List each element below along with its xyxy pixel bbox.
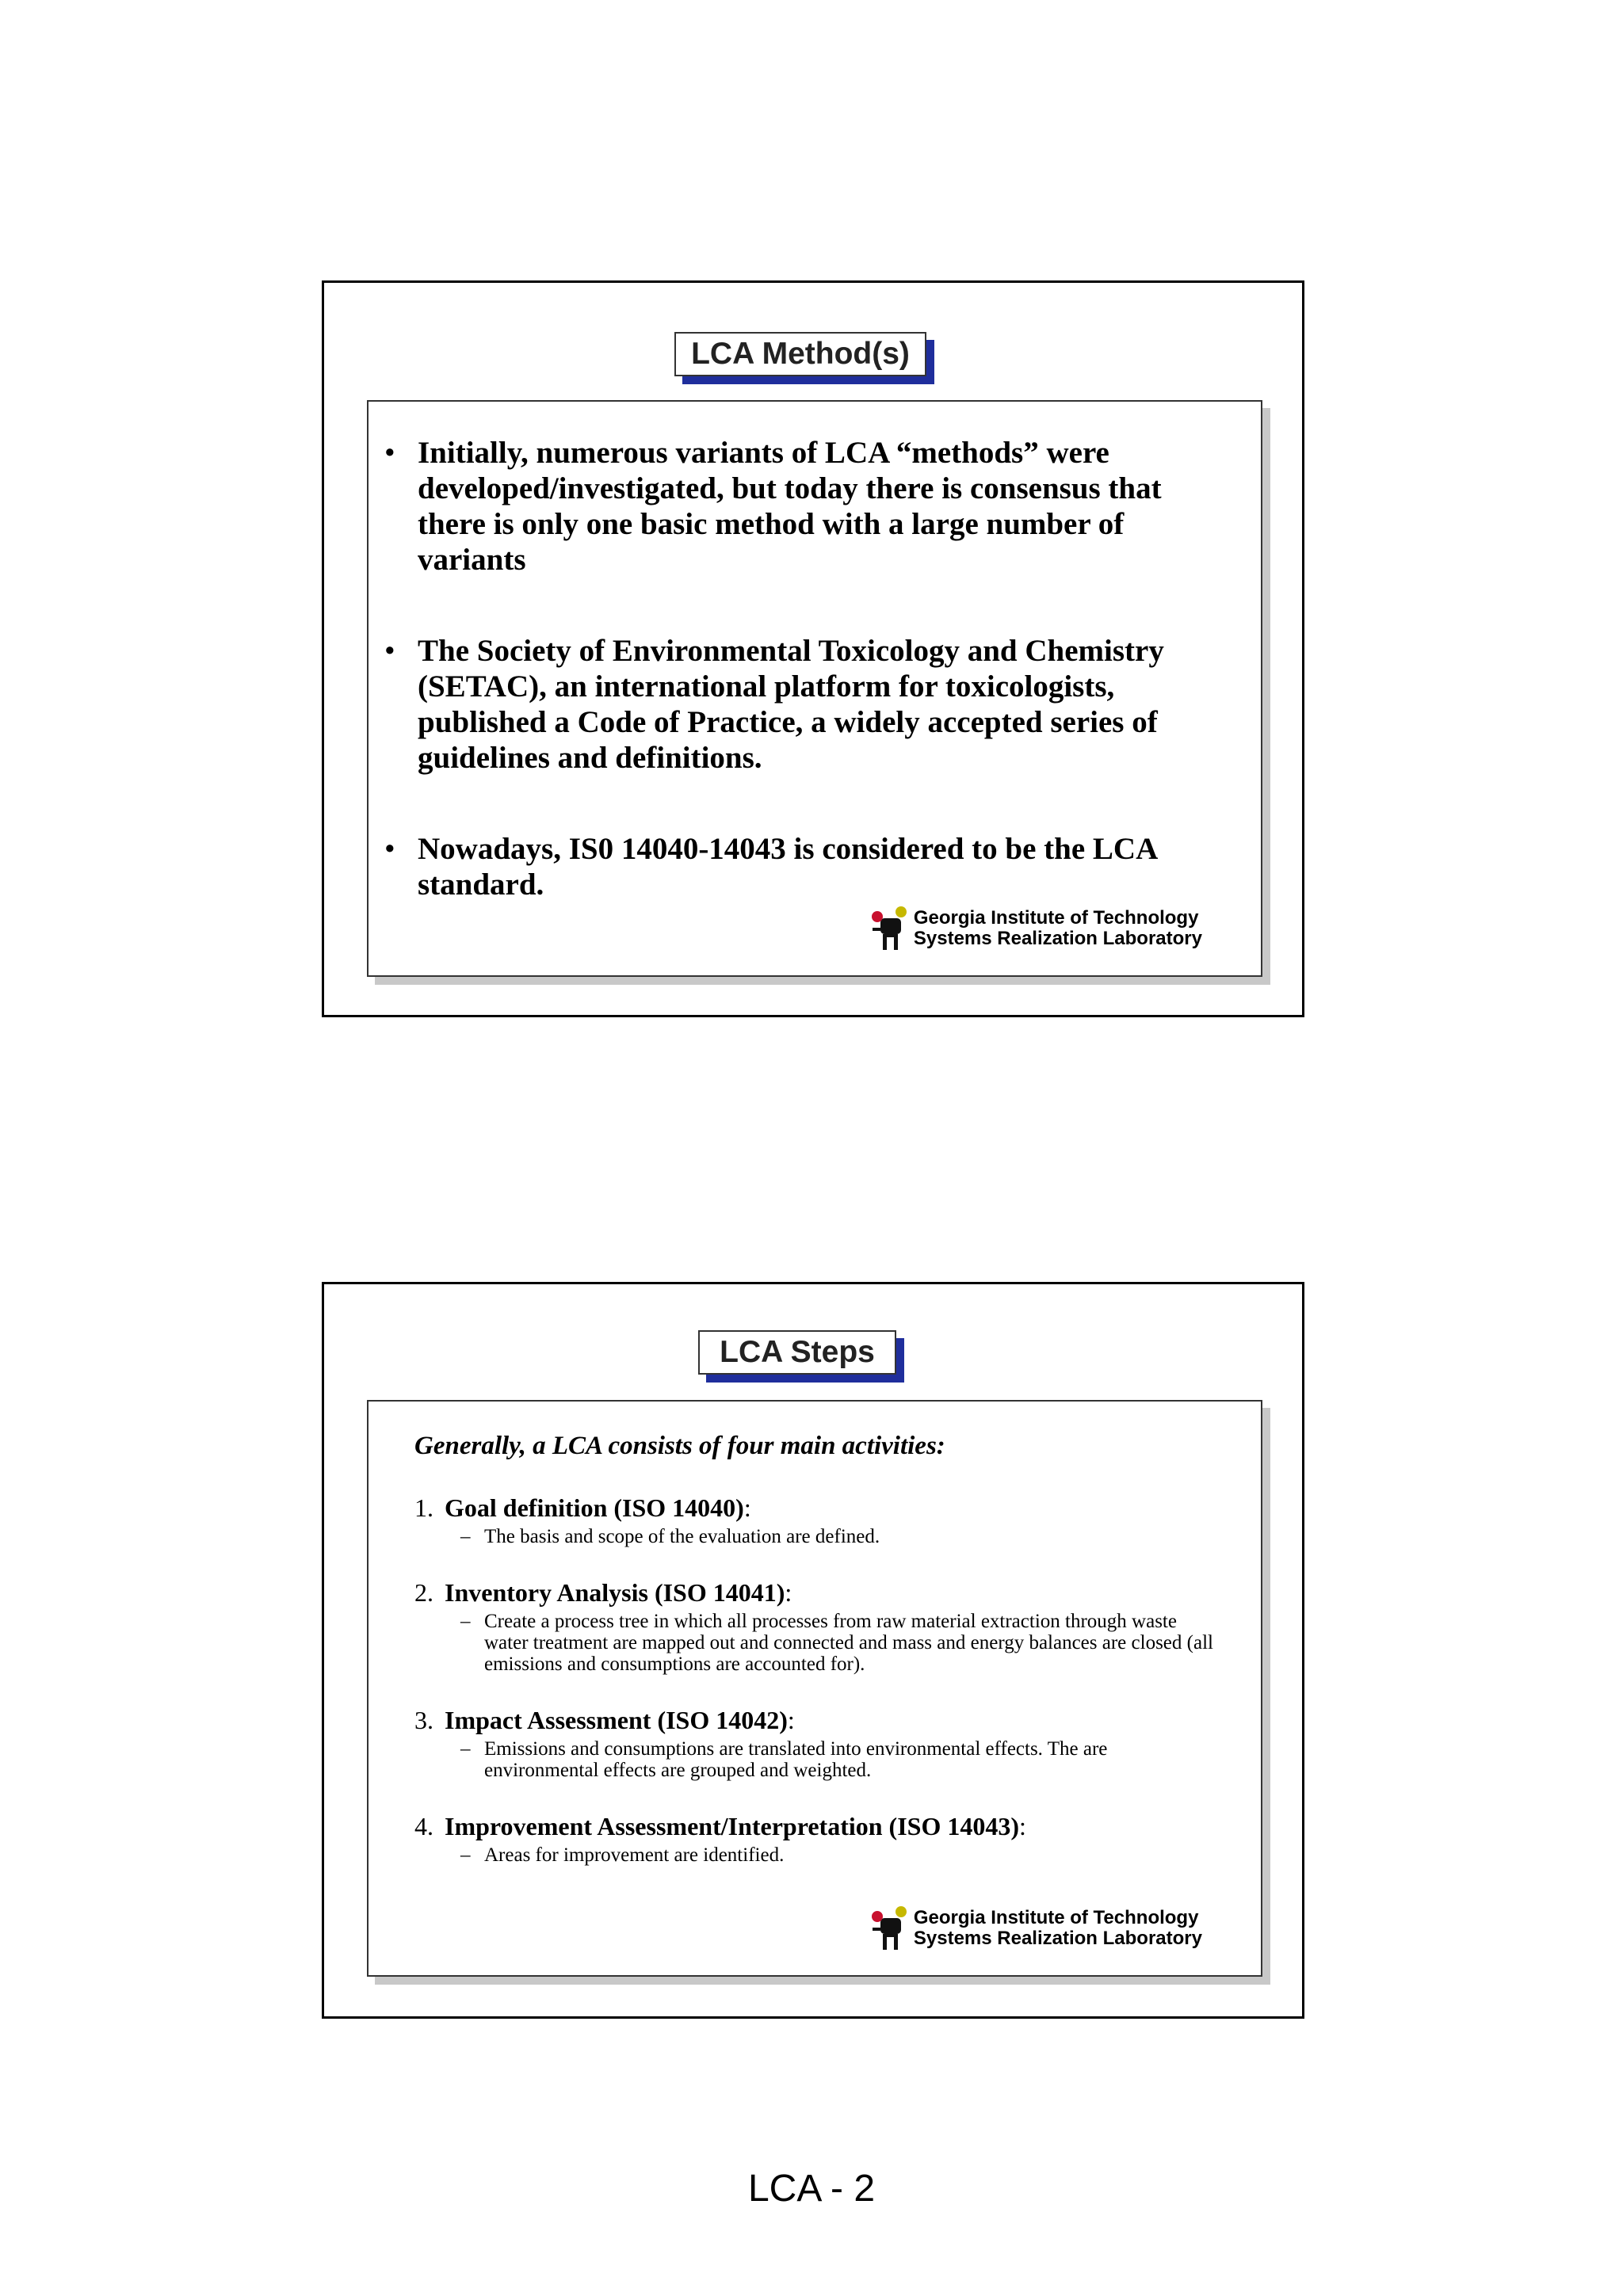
step-detail-text: Create a process tree in which all processes from raw material extraction through waste water treatment are mapped out and connected and mass and energy balances are closed (all emissions and consumptions are accounted for). (484, 1611, 1213, 1675)
step-heading (414, 1811, 1221, 1841)
dash-marker: – (460, 1738, 471, 1760)
step-detail (460, 1844, 1221, 1866)
step-colon: : (1019, 1812, 1026, 1840)
step-number: 2. (414, 1578, 433, 1607)
step-heading (414, 1493, 1221, 1523)
slide-title: LCA Steps (698, 1330, 896, 1375)
step-item (414, 1493, 1221, 1547)
bullet-text: Nowadays, IS0 14040-14043 is considered to be the LCA standard. (418, 832, 1157, 902)
content-box (367, 1400, 1262, 1977)
bullet-item (381, 435, 1229, 578)
steps-intro: Generally, a LCA consists of four main activities: (414, 1432, 945, 1460)
step-colon: : (785, 1578, 792, 1607)
logo-text (914, 1908, 1202, 1949)
slide-title: LCA Method(s) (674, 332, 926, 376)
step-item (414, 1577, 1221, 1675)
logo-line-institute: Georgia Institute of Technology (913, 1907, 1199, 1928)
bullet-text: The Society of Environmental Toxicology and Chemistry (SETAC), an international platform for toxicologists, published a Code of Practice, a widely accepted series of guidelines and definitions. (418, 634, 1164, 775)
bullet-item (381, 633, 1229, 776)
bullet-list (381, 435, 1229, 958)
bullet-marker: • (384, 436, 395, 470)
slide-lca-methods (322, 280, 1304, 1017)
step-detail-text: The basis and scope of the evaluation are defined. (484, 1526, 880, 1547)
step-title: Impact Assessment (ISO 14042) (445, 1706, 788, 1734)
bullet-marker: • (384, 634, 395, 668)
step-colon: : (743, 1493, 751, 1522)
step-number: 4. (414, 1812, 433, 1840)
logo-text (914, 908, 1202, 949)
step-detail (460, 1738, 1221, 1781)
step-title: Inventory Analysis (ISO 14041) (445, 1578, 785, 1607)
step-number: 1. (414, 1493, 433, 1522)
step-detail (460, 1611, 1221, 1675)
step-heading (414, 1577, 1221, 1608)
step-title: Improvement Assessment/Interpretation (ISO 14043) (445, 1812, 1019, 1840)
step-detail-text: Areas for improvement are identified. (484, 1844, 785, 1866)
step-detail (460, 1526, 1221, 1547)
logo-line-lab: Systems Realization Laboratory (913, 928, 1202, 949)
steps-list (414, 1432, 1221, 1896)
gt-mascot-icon (869, 904, 911, 953)
dash-marker: – (460, 1526, 471, 1547)
content-box (367, 400, 1262, 977)
logo-line-lab: Systems Realization Laboratory (913, 1928, 1202, 1949)
step-title: Goal definition (ISO 14040) (445, 1493, 744, 1522)
slide-title-wrap (698, 1330, 896, 1375)
bullet-item (381, 831, 1229, 902)
dash-marker: – (460, 1611, 471, 1632)
bullet-text: Initially, numerous variants of LCA “methods” were developed/investigated, but today there is consensus that there is only one basic method with a large number of variants (418, 436, 1162, 577)
slide-lca-steps (322, 1282, 1304, 2019)
step-item (414, 1811, 1221, 1866)
institution-logo (869, 1902, 1207, 1955)
institution-logo (869, 902, 1207, 955)
slide-title-wrap (674, 332, 926, 376)
gt-mascot-icon (869, 1904, 911, 1953)
bullet-marker: • (384, 832, 395, 866)
step-detail-text: Emissions and consumptions are translated into environmental effects. The are environmental effects are grouped and weighted. (484, 1738, 1108, 1781)
logo-line-institute: Georgia Institute of Technology (913, 907, 1199, 929)
step-heading (414, 1705, 1221, 1735)
step-number: 3. (414, 1706, 433, 1734)
step-item (414, 1705, 1221, 1781)
page-number-label: LCA - 2 (747, 2168, 876, 2210)
step-colon: : (787, 1706, 795, 1734)
dash-marker: – (460, 1844, 471, 1866)
